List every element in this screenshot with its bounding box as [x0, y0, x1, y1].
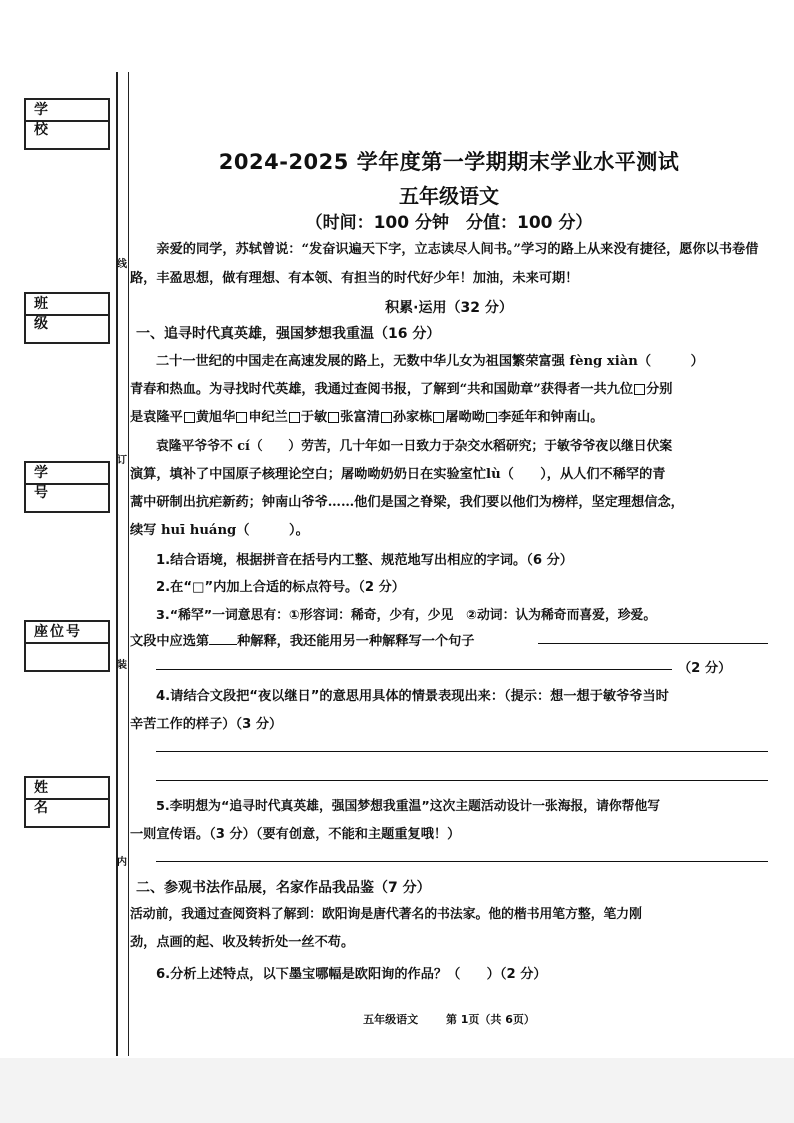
question-5-line1: 5.李明想为“追寻时代真英雄，强国梦想我重温”这次主题活动设计一张海报，请你帮他写 [156, 799, 661, 814]
name-label: 姓 名 [26, 778, 108, 800]
section1-para2-line1: 袁隆平爷爷不 cí（ ）劳苦，几十年如一日致力于杂交水稻研究；于敏爷爷夜以继日伏案 [156, 439, 673, 454]
question-3-text-a: 文段中应选第 [130, 634, 210, 649]
punctuation-box[interactable] [634, 384, 645, 395]
section1-para1-line1: 二十一世纪的中国走在高速发展的路上，无数中华儿女为祖国繁荣富强 fèng xiàn（ ） [156, 354, 704, 369]
section1-heading: 一、追寻时代真英雄，强国梦想我重温（16 分） [136, 326, 441, 342]
name-item: 李延年和钟南山。 [497, 410, 604, 425]
binding-line-outer [116, 72, 118, 1056]
punctuation-box[interactable] [236, 412, 247, 423]
name-item: 黄旭华 [195, 410, 236, 425]
footer-page-number: 第 1页（共 6页） [445, 1013, 535, 1026]
question-4-line2: 辛苦工作的样子）（3 分） [130, 717, 283, 732]
page-bottom-margin [0, 1058, 794, 1123]
question-5-answer-line[interactable] [156, 861, 768, 862]
definition-choice-blank[interactable] [209, 632, 237, 645]
name-item: 于敏 [300, 410, 328, 425]
student-number-label: 学 号 [26, 463, 108, 485]
punctuation-box[interactable] [486, 412, 497, 423]
question-3-answer-line-1[interactable] [538, 643, 768, 644]
question-4-line1: 4.请结合文段把“夜以继日”的意思用具体的情景表现出来：（提示：想一想于敏爷爷当时 [156, 689, 669, 704]
name-item: 申纪兰 [248, 410, 288, 425]
question-3-definitions: 3.“稀罕”一词意思有：①形容词：稀奇，少有，少见 ②动词：认为稀奇而喜爱，珍爱。 [156, 608, 657, 623]
class-label: 班 级 [26, 294, 108, 316]
seat-number-label: 座位号 [26, 622, 108, 644]
question-5-line2: 一则宣传语。（3 分）（要有创意，不能和主题重复哦！） [130, 827, 461, 842]
punctuation-box[interactable] [184, 412, 195, 423]
section2-para-line1: 活动前，我通过查阅资料了解到：欧阳询是唐代著名的书法家。他的楷书用笔方整，笔力刚 [130, 907, 642, 922]
section1-para1-line2 [130, 376, 672, 405]
binding-line-inner [128, 72, 129, 1056]
section1-para1-line2-end: 分别 [646, 382, 673, 397]
punctuation-box[interactable] [289, 412, 300, 423]
section1-para1-line2-text: 青春和热血。为寻找时代英雄，我通过查阅书报，了解到“共和国勋章”获得者一共九位 [130, 382, 634, 397]
name-field[interactable] [24, 776, 110, 828]
question-3-text-b: 种解释，我还能用另一种解释写一个句子 [237, 634, 475, 649]
footer-subject: 五年级语文 [363, 1013, 419, 1026]
binding-marker-line: 线 [117, 259, 127, 270]
name-item: 孙家栋 [392, 410, 433, 425]
binding-marker-fold: 装 [117, 660, 127, 671]
binding-marker-inside: 内 [117, 857, 127, 868]
school-label: 学 校 [26, 100, 108, 122]
question-3-score: （2 分） [678, 661, 732, 676]
section2-heading: 二、参观书法作品展，名家作品我品鉴（7 分） [136, 880, 431, 896]
question-6: 6.分析上述特点，以下墨宝哪幅是欧阳询的作品？（ ）（2 分） [156, 967, 547, 982]
section2-para-line2: 劲，点画的起、收及转折处一丝不苟。 [130, 935, 355, 950]
binding-marker-bind: 订 [117, 455, 127, 466]
question-4-answer-line-1[interactable] [156, 751, 768, 752]
part-heading: 积累·运用（32 分） [385, 300, 513, 316]
exam-title: 2024-2025 学年度第一学期期末学业水平测试 [218, 150, 680, 174]
page-footer [130, 1011, 768, 1027]
question-4-answer-line-2[interactable] [156, 780, 768, 781]
name-item: 屠呦呦 [445, 410, 485, 425]
student-number-field[interactable] [24, 461, 110, 513]
name-item: 是袁隆平 [130, 410, 183, 425]
question-1: 1.结合语境，根据拼音在括号内工整、规范地写出相应的字词。（6 分） [156, 553, 573, 568]
seat-number-field[interactable] [24, 620, 110, 672]
punctuation-box[interactable] [433, 412, 444, 423]
section1-para2-line4: 续写 huī huáng（ ）。 [130, 523, 309, 538]
name-item: 张富清 [340, 410, 380, 425]
section1-para2-line2: 演算，填补了中国原子核理论空白；屠呦呦奶奶日在实验室忙lù（ ），从人们不稀罕的青 [130, 467, 666, 482]
intro-paragraph: 亲爱的同学，苏轼曾说：“发奋识遍天下字，立志读尽人间书。”学习的路上从来没有捷径，愿你以书卷借路，丰盈思想，做有理想、有本领、有担当的时代好少年！加油，未来可期！ [130, 242, 759, 286]
punctuation-box[interactable] [328, 412, 339, 423]
question-3-prompt [130, 630, 475, 649]
exam-subject: 五年级语文 [399, 184, 499, 208]
school-field[interactable] [24, 98, 110, 150]
section1-para2-line3: 蒿中研制出抗疟新药；钟南山爷爷……他们是国之脊梁，我们要以他们为榜样，坚定理想信念， [130, 495, 684, 510]
punctuation-box[interactable] [381, 412, 392, 423]
question-2: 2.在“□”内加上合适的标点符号。（2 分） [156, 580, 405, 595]
class-field[interactable] [24, 292, 110, 344]
question-3-answer-line-2[interactable] [156, 669, 672, 670]
exam-meta: （时间：100 分钟 分值：100 分） [305, 213, 593, 233]
medal-names-line [130, 404, 603, 433]
